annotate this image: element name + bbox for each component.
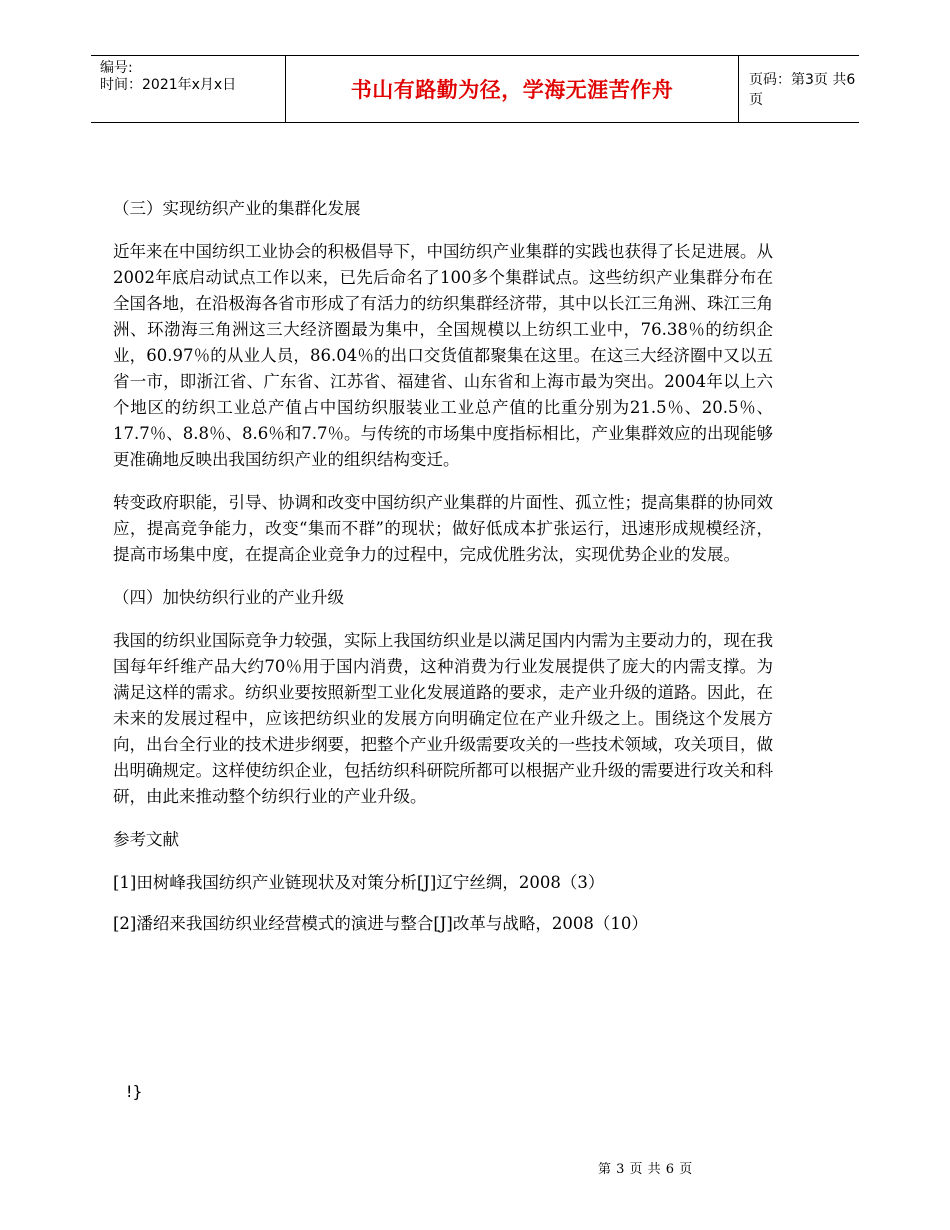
paragraph: 我国的纺织业国际竞争力较强，实际上我国纺织业是以满足国内内需为主要动力的，现在我国每年纤维产品大约70％用于国内消费，这种消费为行业发展提供了庞大的内需支撑。为满足这样的需求。纺织业要按照新型工业化发展道路的要求，走产业升级的道路。因此，在未来的发展过程中，应该把纺织业的发展方向明确定位在产业升级之上。围绕这个发展方向，出台全行业的技术进步纲要，把整个产业升级需要攻关的一些技术领域，攻关项目，做出明确规定。这样使纺织企业，包括纺织科研院所都可以根据产业升级的需要进行攻关和科研，由此来推动整个纺织行业的产业升级。 bbox=[113, 631, 773, 806]
header-page-info: 页码：第3页 共6页 bbox=[749, 72, 856, 108]
paragraph: 转变政府职能，引导、协调和改变中国纺织产业集群的片面性、孤立性；提高集群的协同效应，提高竞争能力，改变“集而不群”的现状；做好低成本扩张运行，迅速形成规模经济，提高市场集中度，在提高企业竞争力的过程中，完成优胜劣汰，实现优势企业的发展。 bbox=[113, 493, 773, 564]
header-motto: 书山有路勤为径，学海无涯苦作舟 bbox=[285, 56, 739, 122]
stray-text: !} bbox=[126, 1082, 143, 1101]
serial-label: 编号: bbox=[100, 60, 133, 76]
section-heading: （四）加快纺织行业的产业升级 bbox=[113, 588, 344, 607]
page-footer: 第 3 页 共 6 页 bbox=[598, 1162, 693, 1177]
header-meta bbox=[91, 56, 285, 122]
time-label: 时间：2021年x月x日 bbox=[100, 77, 237, 93]
section-heading: （三）实现纺织产业的集群化发展 bbox=[113, 199, 361, 218]
references-heading: 参考文献 bbox=[113, 830, 179, 849]
page-header bbox=[91, 55, 859, 123]
document-body bbox=[113, 196, 773, 952]
paragraph: 近年来在中国纺织工业协会的积极倡导下，中国纺织产业集群的实践也获得了长足进展。从2002年底启动试点工作以来，已先后命名了100多个集群试点。这些纺织产业集群分布在全国各地，在沿极海各省市形成了有活力的纺织集群经济带，其中以长江三角洲、珠江三角洲、环渤海三角洲这三大经济圈最为集中，全国规模以上纺织工业中，76.38％的纺织企业，60.97％的从业人员，86.04％的出口交货值都聚集在这里。在这三大经济圈中又以五省一市，即浙江省、广东省、江苏省、福建省、山东省和上海市最为突出。2004年以上六个地区的纺织工业总产值占中国纺织服装业工业总产值的比重分别为21.5％、20.5％、17.7％、8.8％、8.6％和7.7％。与传统的市场集中度指标相比，产业集群效应的出现能够更准确地反映出我国纺织产业的组织结构变迁。 bbox=[113, 242, 773, 469]
reference-item: [2]潘绍来我国纺织业经营模式的演进与整合[J]改革与战略，2008（10） bbox=[113, 914, 648, 933]
reference-item: [1]田树峰我国纺织产业链现状及对策分析[J]辽宁丝绸，2008（3） bbox=[113, 873, 605, 892]
